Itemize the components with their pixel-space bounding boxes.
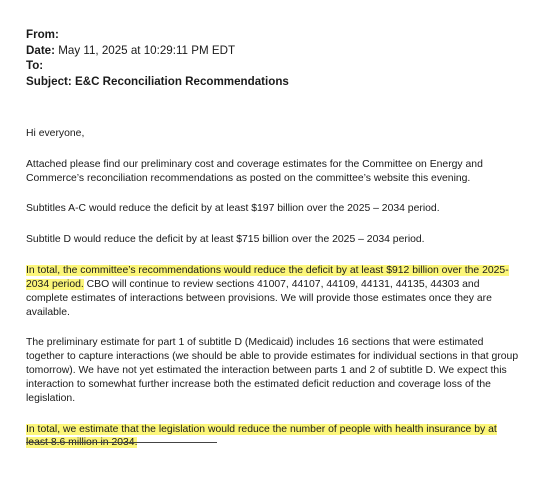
paragraph-medicaid-estimate: The preliminary estimate for part 1 of subtitle D (Medicaid) includes 16 sections that were estimated together to capture interactions (we should be able to provide estimates for individual sections in that group tomorrow). We have not yet estimated the interaction between parts 1 and 2 of subtitle D. We expect this interaction to somewhat further increase both the estimated deficit reduction and coverage loss of the legislation.	[26, 337, 519, 404]
date-label: Date:	[26, 43, 55, 57]
paragraph-subtitles-a-c: Subtitles A-C would reduce the deficit by at least $197 billion over the 2025 – 2034 period.	[26, 203, 440, 215]
subject-value: E&C Reconciliation Recommendations	[74, 74, 289, 88]
date-row	[26, 43, 520, 59]
paragraph-total-deficit	[26, 264, 520, 319]
subject-label: Subject:	[26, 74, 72, 88]
to-row	[26, 58, 520, 74]
date-value: May 11, 2025 at 10:29:11 PM EDT	[58, 43, 236, 57]
highlighted-total-deficit: In total, the committee’s recommendations would reduce the deficit by at least $912 billion over the 2025-2034 period.	[26, 265, 509, 290]
greeting: Hi everyone,	[26, 128, 85, 139]
from-row	[26, 27, 520, 43]
email-message	[26, 27, 520, 450]
highlighted-coverage-loss: In total, we estimate that the legislation would reduce the number of people with health insurance by at	[26, 424, 497, 449]
paragraph-attachment-note: Attached please find our preliminary cost and coverage estimates for the Committee on Energy and Commerce’s reconciliation recommendations as posted on the committee’s website this evening.	[26, 158, 483, 184]
signature-divider	[26, 442, 217, 443]
paragraph-subtitle-d: Subtitle D would reduce the deficit by at least $715 billion over the 2025 – 2034 period.	[26, 234, 425, 246]
from-label: From:	[26, 28, 59, 41]
subject-row	[26, 74, 520, 90]
paragraph-coverage-loss	[26, 423, 520, 451]
paragraph-total-deficit-rest: CBO will continue to review sections 41007, 44107, 44109, 44131, 44135, 44303 and complete estimates of interactions between provisions. We will provide those estimates once they are available.	[26, 278, 492, 318]
to-label: To:	[26, 59, 44, 72]
